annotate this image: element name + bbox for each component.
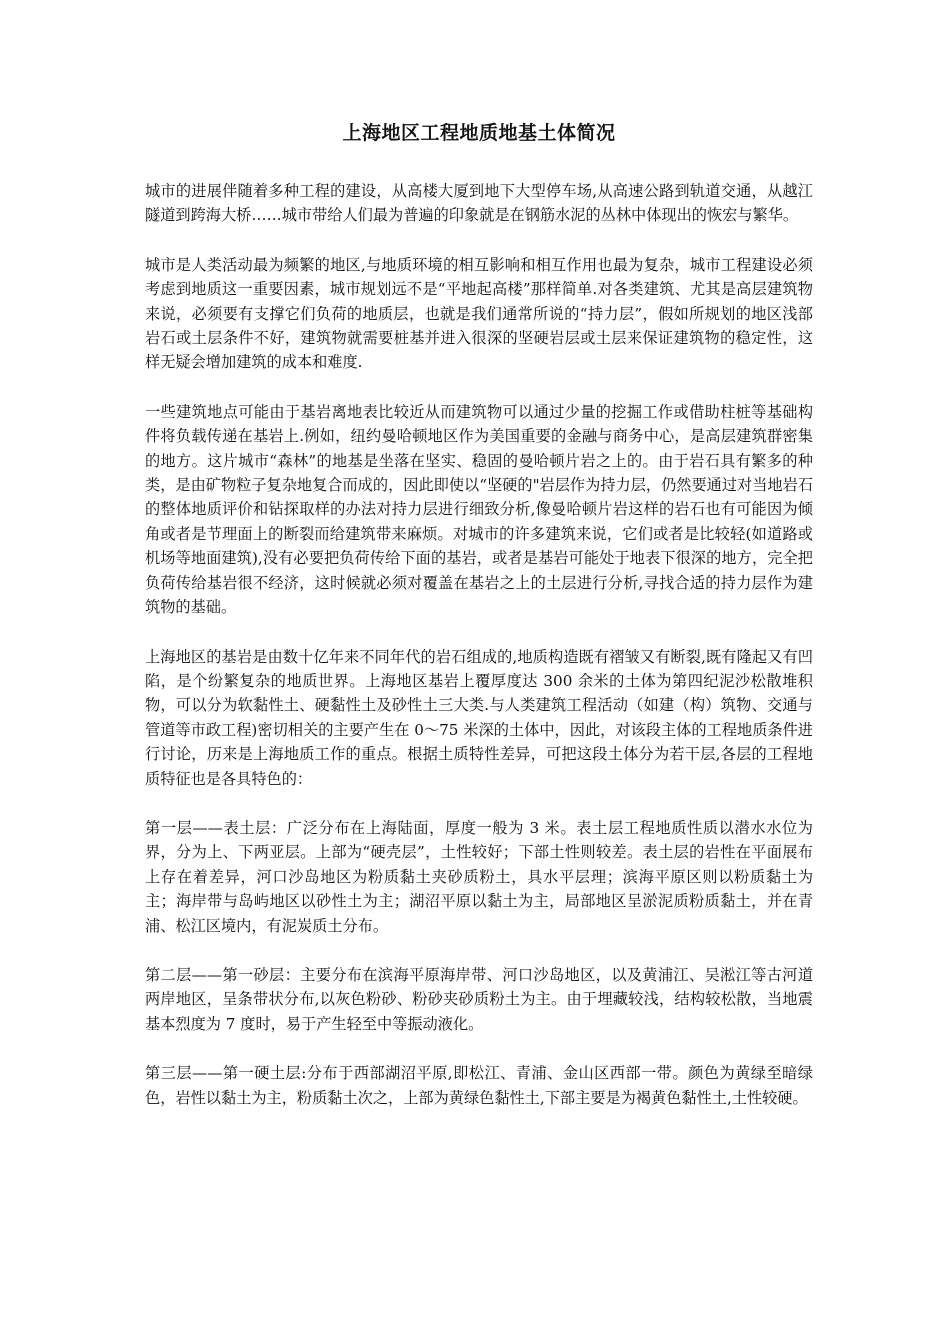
paragraph-shanghai-bedrock: 上海地区的基岩是由数十亿年来不同年代的岩石组成的,地质构造既有褶皱又有断裂,既有隆起又有凹陷，是个纷繁复杂的地质世界。上海地区基岩上覆厚度达 300 余米的土体为第四纪泥沙松散堆积物，可以分为软黏性土、硬黏性土及砂性土三大类.与人类建筑工程活动（如建（构）筑物、交通与管道等市政工程)密切相关的主要产生在 0～75 米深的土体中，因此，对该段主体的工程地质条件进行讨论，历来是上海地质工作的重点。根据土质特性差异，可把这段土体分为若干层,各层的工程地质特征也是各具特色的：: [145, 647, 813, 788]
paragraph-layer-1: 第一层——表土层：广泛分布在上海陆面，厚度一般为 3 米。表土层工程地质性质以潜水水位为界，分为上、下两亚层。上部为“硬壳层”，土性较好；下部土性则较差。表土层的岩性在平面展布上存在着差异，河口沙岛地区为粉质黏土夹砂质粉土，具水平层理；滨海平原区则以粉质黏土为主；海岸带与岛屿地区以砂性土为主；湖沼平原以黏土为主，局部地区呈淤泥质粉质黏土，并在青浦、松江区境内，有泥炭质土分布。: [145, 818, 813, 935]
document-page: [145, 118, 813, 1135]
paragraph-layer-3: 第三层——第一硬土层:分布于西部湖沼平原,即松江、青浦、金山区西部一带。颜色为黄绿至暗绿色，岩性以黏土为主，粉质黏土次之，上部为黄绿色黏性土,下部主要是为褐黄色黏性土,土性较硬。: [145, 1064, 813, 1107]
document-title: 上海地区工程地质地基土体简况: [342, 122, 616, 144]
paragraph-layer-2: 第二层——第一砂层：主要分布在滨海平原海岸带、河口沙岛地区，以及黄浦江、吴淞江等古河道两岸地区，呈条带状分布,以灰色粉砂、粉砂夹砂质粉土为主。由于埋藏较浅，结构较松散，当地震基本烈度为 7 度时，易于产生轻至中等振动液化。: [145, 965, 813, 1033]
paragraph-urban-construction: 城市的进展伴随着多种工程的建设，从高楼大厦到地下大型停车场,从高速公路到轨道交通，从越江隧道到跨海大桥……城市带给人们最为普遍的印象就是在钢筋水泥的丛林中体现出的恢宏与繁华。: [145, 182, 813, 225]
paragraph-bedrock-manhattan: 一些建筑地点可能由于基岩离地表比较近从而建筑物可以通过少量的挖掘工作或借助柱桩等基础构件将负载传递在基岩上.例如，纽约曼哈顿地区作为美国重要的金融与商务中心，是高层建筑群密集的地方。这片城市“森林”的地基是坐落在坚实、稳固的曼哈顿片岩之上的。由于岩石具有繁多的种类，是由矿物粒子复杂地复合而成的，因此即使以“坚硬的"岩层作为持力层，仍然要通过对当地岩石的整体地质评价和钻探取样的办法对持力层进行细致分析,像曼哈顿片岩这样的岩石也有可能因为倾角或者是节理面上的断裂而给建筑带来麻烦。对城市的许多建筑来说，它们或者是比较轻(如道路或机场等地面建筑),没有必要把负荷传给下面的基岩，或者是基岩可能处于地表下很深的地方，完全把负荷传给基岩很不经济，这时候就必须对覆盖在基岩之上的土层进行分析,寻找合适的持力层作为建筑物的基础。: [145, 402, 813, 617]
paragraph-geology-importance: 城市是人类活动最为频繁的地区,与地质环境的相互影响和相互作用也最为复杂，城市工程建设必须考虑到地质这一重要因素，城市规划远不是“平地起高楼”那样简单.对各类建筑、尤其是高层建筑物来说，必须要有支撑它们负荷的地质层，也就是我们通常所说的“持力层”，假如所规划的地区浅部岩石或土层条件不好，建筑物就需要桩基并进入很深的坚硬岩层或土层来保证建筑物的稳定性，这样无疑会增加建筑的成本和难度.: [145, 255, 813, 372]
